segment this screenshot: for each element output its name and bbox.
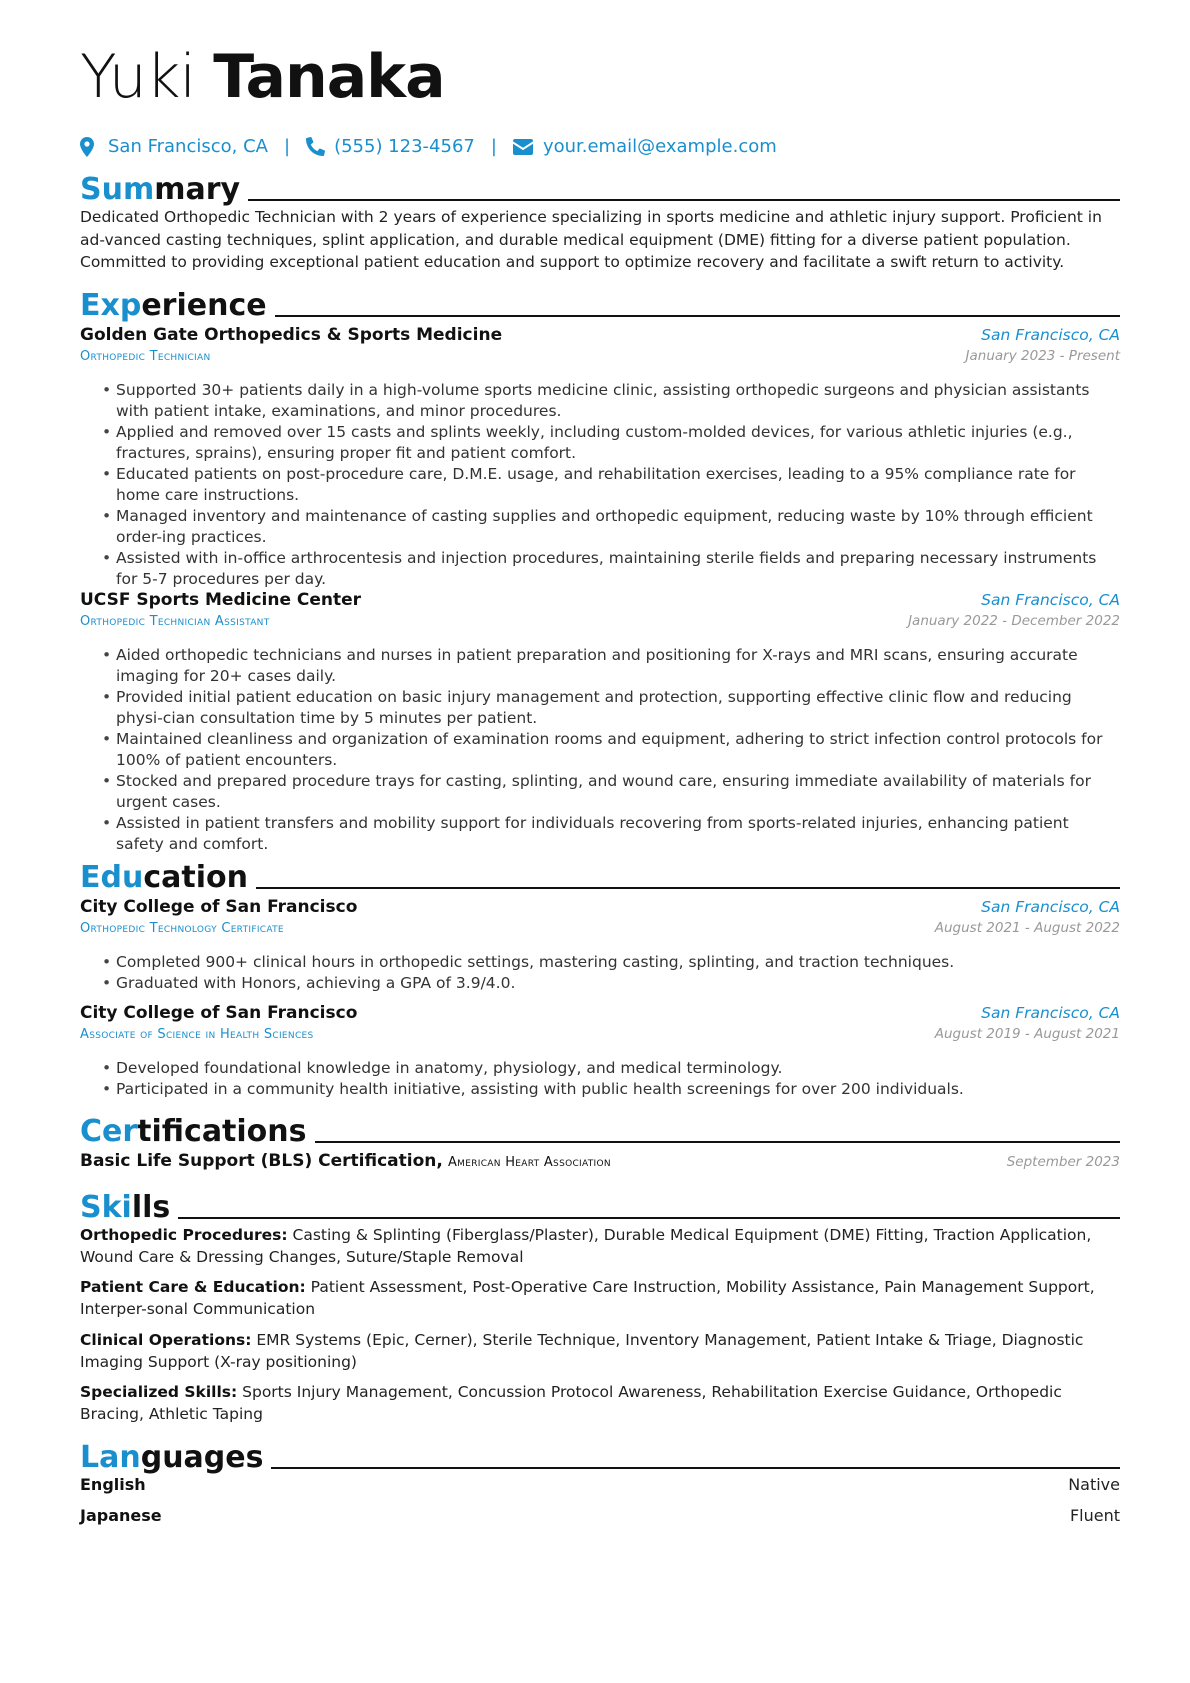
experience-entry-subheader [80, 348, 1120, 364]
school-name: City College of San Francisco [80, 897, 358, 917]
entry-location: San Francisco, CA [981, 898, 1120, 916]
education-entry-header [80, 897, 1120, 917]
section-title: Experience [80, 288, 267, 323]
entry-location: San Francisco, CA [981, 591, 1120, 609]
skill-group: Orthopedic Procedures: Casting & Splinting (Fiberglass/Plaster), Durable Medical Equipment (DME) Fitting, Traction Application, Wound Care & Dressing Changes, Suture/Staple Removal [80, 1226, 1092, 1266]
entry-dates: January 2023 - Present [965, 348, 1120, 364]
section-title: Certifications [80, 1114, 307, 1149]
skill-group: Clinical Operations: EMR Systems (Epic, Cerner), Sterile Technique, Inventory Management, Patient Intake & Triage, Diagnostic Imaging Support (X-ray positioning) [80, 1331, 1084, 1371]
certification-date: September 2023 [1006, 1154, 1120, 1170]
education-entry-header [80, 1003, 1120, 1023]
degree-name: Orthopedic Technology Certificate [80, 921, 284, 936]
entry-location: San Francisco, CA [981, 1004, 1120, 1022]
entry-dates: August 2021 - August 2022 [934, 920, 1120, 936]
section-rule [315, 1141, 1120, 1143]
contact-separator: | [490, 136, 497, 157]
list-item: • Stocked and prepared procedure trays for casting, splinting, and wound care, ensuring immediate availability of materials for urgent cases. [102, 771, 1120, 813]
certifications-heading [80, 1112, 1120, 1150]
experience-entry-header [80, 325, 1120, 345]
section-rule [271, 1467, 1120, 1469]
job-title: Orthopedic Technician Assistant [80, 614, 270, 629]
list-item: • Graduated with Honors, achieving a GPA of 3.9/4.0. [102, 973, 1120, 994]
location-text: San Francisco, CA [108, 136, 268, 157]
entry-dates: August 2019 - August 2021 [934, 1026, 1120, 1042]
experience-entry-subheader [80, 613, 1120, 629]
summary-text: Dedicated Orthopedic Technician with 2 years of experience specializing in sports medicine and athletic injury support. Proficient in ad-vanced casting techniques, splint application, and durable medical equipment (DME) fitting for a diverse patient population. Committed to providing exceptional patient education and support to optimize recovery and facilitate a swift return to activity. [80, 208, 1102, 271]
section-rule [275, 315, 1120, 317]
section-title: Education [80, 860, 248, 895]
list-item: • Aided orthopedic technicians and nurses in patient preparation and positioning for X-rays and MRI scans, ensuring accurate imaging for 20+ cases daily. [102, 645, 1120, 687]
list-item: • Managed inventory and maintenance of casting supplies and orthopedic equipment, reducing waste by 10% through efficient order-ing practices. [102, 506, 1120, 548]
list-item: • Supported 30+ patients daily in a high-volume sports medicine clinic, assisting orthopedic surgeons and physician assistants with patient intake, examinations, and minor procedures. [102, 380, 1120, 422]
list-item: • Completed 900+ clinical hours in orthopedic settings, mastering casting, splinting, and traction techniques. [102, 952, 1120, 973]
list-item: • Assisted in patient transfers and mobility support for individuals recovering from sports-related injuries, enhancing patient safety and comfort. [102, 813, 1120, 855]
skills-heading [80, 1188, 1120, 1226]
certification-entry [80, 1151, 1120, 1171]
education-heading [80, 858, 1120, 896]
entry-dates: January 2022 - December 2022 [908, 613, 1120, 629]
language-level: Fluent [1069, 1506, 1120, 1525]
phone-text: (555) 123-4567 [334, 136, 475, 157]
section-rule [256, 887, 1120, 889]
contact-separator: | [283, 136, 291, 157]
certification-title: Basic Life Support (BLS) Certification, American Heart Association [80, 1151, 611, 1171]
language-name: Japanese [80, 1506, 162, 1525]
section-rule [178, 1217, 1120, 1219]
section-title: Summary [80, 172, 241, 207]
list-item: • Assisted with in-office arthrocentesis and injection procedures, maintaining sterile fields and preparing necessary instruments for 5-7 procedures per day. [102, 548, 1120, 590]
education-entry-subheader [80, 1026, 1120, 1042]
contact-line [80, 134, 777, 160]
skill-group: Specialized Skills: Sports Injury Management, Concussion Protocol Awareness, Rehabilitation Exercise Guidance, Orthopedic Bracing, Athletic Taping [80, 1383, 1062, 1423]
section-title: Languages [80, 1440, 264, 1475]
employer-name: Golden Gate Orthopedics & Sports Medicine [80, 325, 503, 345]
language-name: English [80, 1475, 146, 1494]
entry-location: San Francisco, CA [981, 326, 1120, 344]
last-name: Tanaka [213, 42, 445, 112]
first-name: Yuki [80, 42, 196, 112]
degree-name: Associate of Science in Health Sciences [80, 1027, 314, 1042]
education-bullets [102, 1058, 1120, 1100]
education-bullets [102, 952, 1120, 994]
language-row [80, 1475, 1120, 1494]
summary-heading [80, 170, 1120, 208]
experience-bullets [102, 380, 1120, 590]
map-marker-icon [80, 137, 98, 157]
list-item: • Participated in a community health initiative, assisting with public health screenings for over 200 individuals. [102, 1079, 1120, 1100]
list-item: • Educated patients on post-procedure care, D.M.E. usage, and rehabilitation exercises, leading to a 95% compliance rate for home care instructions. [102, 464, 1120, 506]
candidate-name [80, 42, 445, 112]
job-title: Orthopedic Technician [80, 349, 211, 364]
list-item: • Applied and removed over 15 casts and splints weekly, including custom-molded devices, for various athletic injuries (e.g., fractures, sprains), ensuring proper fit and patient comfort. [102, 422, 1120, 464]
list-item: • Developed foundational knowledge in anatomy, physiology, and medical terminology. [102, 1058, 1120, 1079]
experience-entry-header [80, 590, 1120, 610]
phone-icon [306, 137, 324, 157]
school-name: City College of San Francisco [80, 1003, 358, 1023]
experience-heading [80, 286, 1120, 324]
email-link[interactable]: your.email@example.com [542, 136, 777, 157]
list-item: • Provided initial patient education on basic injury management and protection, supporting effective clinic flow and reducing physi-cian consultation time by 5 minutes per patient. [102, 687, 1120, 729]
envelope-icon [513, 137, 533, 157]
employer-name: UCSF Sports Medicine Center [80, 590, 362, 610]
languages-heading [80, 1438, 1120, 1476]
section-rule [248, 199, 1120, 201]
section-title: Skills [80, 1190, 171, 1225]
education-entry-subheader [80, 920, 1120, 936]
list-item: • Maintained cleanliness and organization of examination rooms and equipment, adhering to strict infection control protocols for 100% of patient encounters. [102, 729, 1120, 771]
skill-group: Patient Care & Education: Patient Assessment, Post-Operative Care Instruction, Mobility Assistance, Pain Management Support, Interper-sonal Communication [80, 1278, 1095, 1318]
certification-issuer: American Heart Association [447, 1155, 611, 1170]
experience-bullets [102, 645, 1120, 855]
language-level: Native [1068, 1475, 1120, 1494]
language-row [80, 1506, 1120, 1525]
